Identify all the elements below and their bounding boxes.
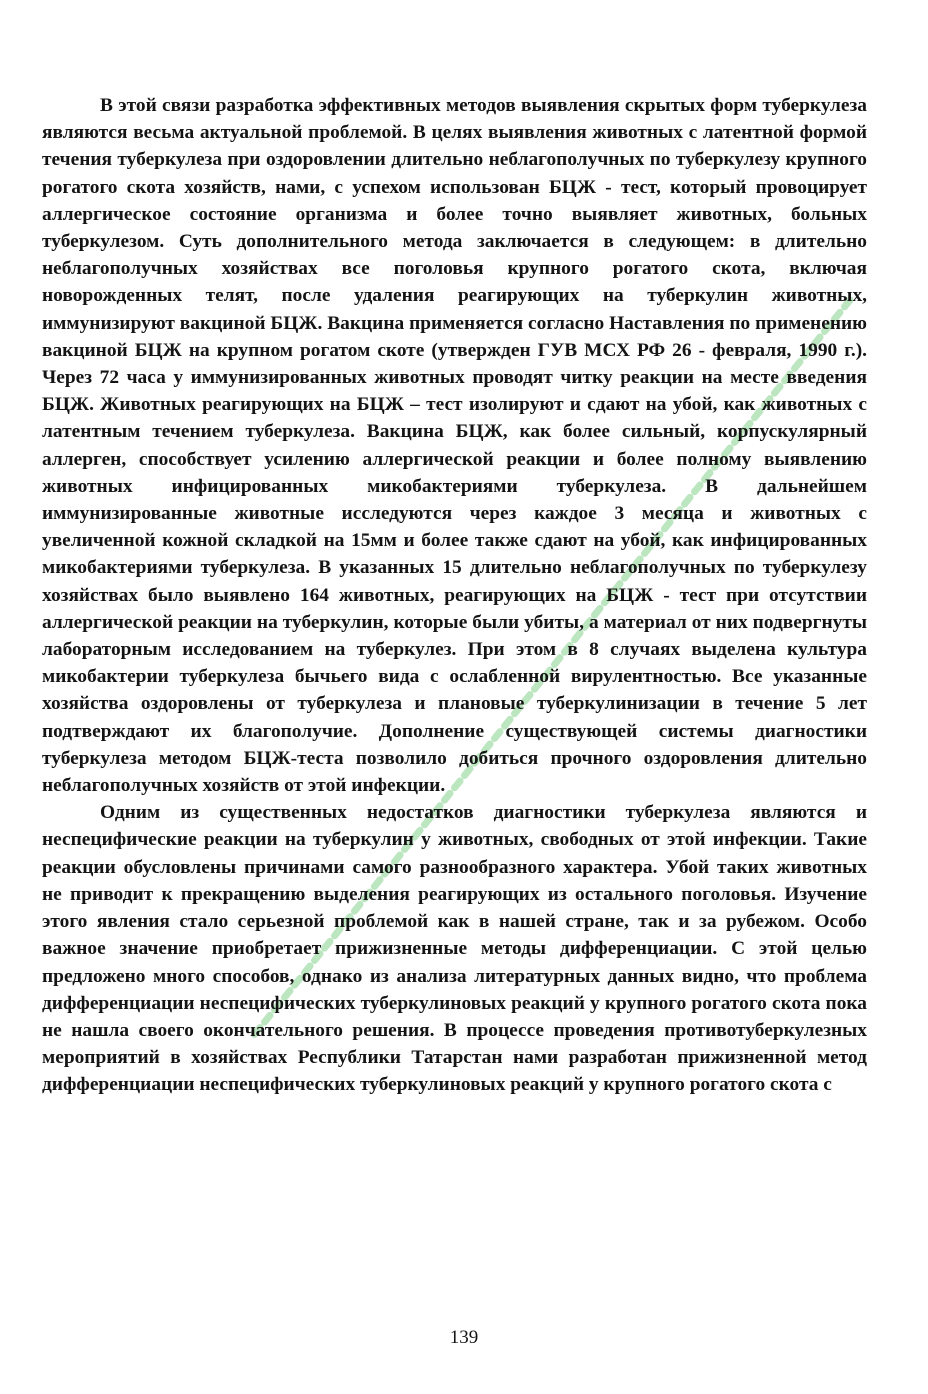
paragraph-1: В этой связи разработка эффективных методов выявления скрытых форм туберкулеза являются весьма актуальной проблемой. В целях выявления животных с латентной формой течения туберкулеза при оздоровлении длительно неблагополучных по туберкулезу крупного рогатого скота хозяйств, нами, с успехом использован БЦЖ - тест, который провоцирует аллергическое состояние организма и более точно выявляет животных, больных туберкулезом. Суть дополнительного метода заключается в следующем: в длительно неблагополучных хозяйствах все поголовья крупного рогатого скота, включая новорожденных телят, после удаления реагирующих на туберкулин животных, иммунизируют вакциной БЦЖ. Вакцина применяется согласно Наставления по применению вакциной БЦЖ на крупном рогатом скоте (утвержден ГУВ МСХ РФ 26 - февраля, 1990 г.). Через 72 часа у иммунизированных животных проводят читку реакции на месте введения БЦЖ. Животных реагирующих на БЦЖ – тест изолируют и сдают на убой, как животных с латентным течением туберкулеза. Вакцина БЦЖ, как более сильный, корпускулярный аллерген, способствует усилению аллергической реакции и более полному выявлению животных инфицированных микобактериями туберкулеза. В дальнейшем иммунизированные животные исследуются через каждое 3 месяца и животных с увеличенной кожной складкой на 15мм и более также сдают на убой, как инфицированных микобактериями туберкулеза. В указанных 15 длительно неблагополучных по туберкулезу хозяйствах было выявлено 164 животных, реагирующих на БЦЖ - тест при отсутствии аллергической реакции на туберкулин, которые были убиты, а материал от них подвергнуты лабораторным исследованием на туберкулез. При этом в 8 случаях выделена культура микобактерии туберкулеза бычьего вида с ослабленной вирулентностью. Все указанные хозяйства оздоровлены от туберкулеза и плановые туберкулинизации в течение 5 лет подтверждают их благополучие. Дополнение существующей системы диагностики туберкулеза методом БЦЖ-теста позволило добиться прочного оздоровления длительно неблагополучных хозяйств от этой инфекции. (42, 95, 867, 797)
paragraph-2: Одним из существенных недостатков диагностики туберкулеза являются и неспецифические реакции на туберкулин у животных, свободных от этой инфекции. Такие реакции обусловлены причинами самого разнообразного характера. Убой таких животных не приводит к прекращению выделения реагирующих из остального поголовья. Изучение этого явления стало серьезной проблемой как в нашей стране, так и за рубежом. Особо важное значение приобретает прижизненные методы дифференциации. С этой целью предложено много способов, однако из анализа литературных данных видно, что проблема дифференциации неспецифических туберкулиновых реакций у крупного рогатого скота пока не нашла своего окончательного решения. В процессе проведения противотуберкулезных мероприятий в хозяйствах Республики Татарстан нами разработан прижизненной метод дифференциации неспецифических туберкулиновых реакций у крупного рогатого скота с (42, 802, 867, 1096)
page-number: 139 (449, 1327, 479, 1348)
body-text (42, 92, 867, 1099)
